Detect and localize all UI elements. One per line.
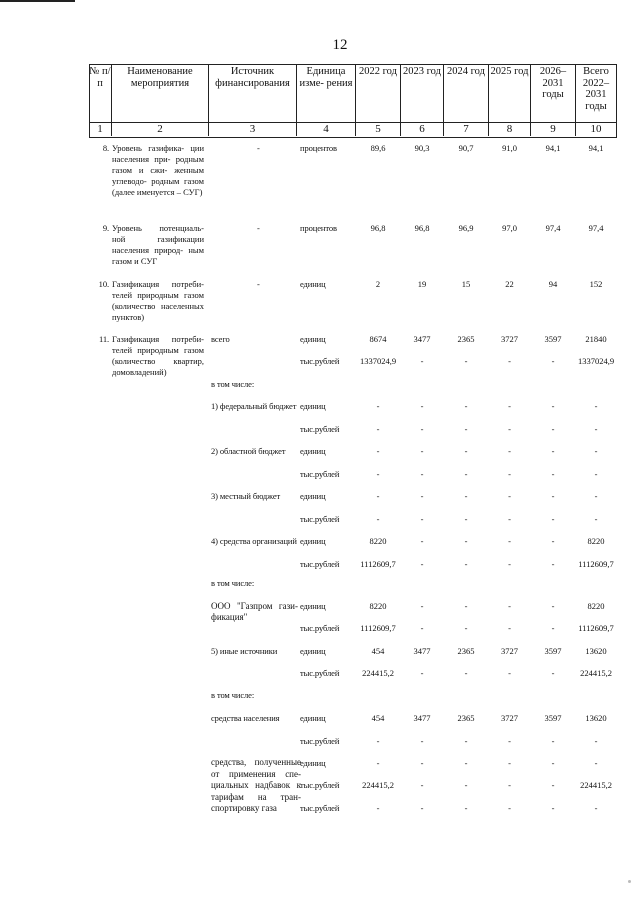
value-cell: 22 — [505, 279, 514, 289]
value-cell: 13620 — [585, 713, 607, 723]
value-cell: 2 — [375, 279, 381, 289]
value-cell: 8220 — [369, 536, 387, 546]
value-cell: - — [464, 736, 468, 746]
unit-cell: тыс.рублей — [300, 469, 340, 479]
column-number: 8 — [506, 123, 513, 135]
row-unit: единиц — [300, 279, 326, 289]
value-cell: - — [420, 356, 424, 366]
value-cell: 3727 — [501, 334, 518, 344]
value-cell: 224415,2 — [580, 780, 612, 790]
value-cell: - — [508, 401, 511, 411]
value-cell: - — [508, 446, 511, 456]
header-2022: 2022 год — [359, 66, 397, 77]
row-source: - — [257, 279, 260, 289]
unit-cell: тыс.рублей — [300, 668, 340, 678]
column-number: 6 — [419, 123, 425, 135]
value-cell: 1112609,7 — [578, 623, 614, 633]
including-label: в том числе: — [211, 379, 255, 389]
value-cell: - — [420, 559, 424, 569]
unit-cell: тыс.рублей — [300, 780, 340, 790]
value-cell: 3477 — [413, 713, 431, 723]
header-source: Источник финансирования — [215, 66, 290, 89]
value-cell: - — [551, 401, 555, 411]
value-cell: - — [551, 469, 555, 479]
value-cell: - — [464, 356, 468, 366]
value-cell: - — [551, 536, 555, 546]
value-cell: - — [376, 491, 380, 501]
value-cell: - — [594, 491, 598, 501]
row-name: Газификация потреби- телей природным газом (количество квартир, домовладений) — [112, 334, 204, 377]
value-cell: - — [508, 469, 511, 479]
value-cell: - — [464, 803, 468, 813]
value-cell: 89,6 — [370, 143, 386, 153]
value-cell: - — [376, 446, 380, 456]
value-cell: 1112609,7 — [578, 559, 614, 569]
value-cell: - — [376, 469, 380, 479]
value-cell: - — [464, 601, 468, 611]
value-cell: - — [464, 446, 468, 456]
value-cell: - — [464, 536, 468, 546]
unit-cell: единиц — [300, 491, 326, 501]
value-cell: - — [594, 424, 598, 434]
source-federal-budget: 1) федеральный бюджет — [211, 401, 297, 411]
unit-cell: единиц — [300, 334, 326, 344]
value-cell: 224415,2 — [580, 668, 612, 678]
value-cell: - — [376, 758, 380, 768]
value-cell: 90,3 — [414, 143, 430, 153]
value-cell: - — [551, 803, 555, 813]
value-cell: - — [420, 601, 424, 611]
value-cell: 1337024,9 — [577, 356, 615, 366]
value-cell: - — [376, 401, 380, 411]
row-unit: процентов — [300, 143, 337, 153]
value-cell: 2365 — [457, 646, 475, 656]
value-cell: - — [420, 491, 424, 501]
value-cell: - — [464, 559, 468, 569]
value-cell: - — [508, 780, 511, 790]
row-number: 9. — [102, 223, 109, 233]
header-2024: 2024 год — [447, 66, 485, 77]
value-cell: - — [376, 736, 380, 746]
row-unit: процентов — [300, 223, 337, 233]
row-number: 8. — [102, 143, 109, 153]
value-cell: - — [551, 514, 555, 524]
value-cell: - — [508, 736, 511, 746]
column-number: 1 — [97, 123, 103, 135]
row-number: 10. — [98, 279, 109, 289]
value-cell: - — [594, 803, 598, 813]
unit-cell: единиц — [300, 536, 326, 546]
value-cell: 96,9 — [458, 223, 474, 233]
value-cell: 3727 — [501, 646, 518, 656]
value-cell: - — [551, 668, 555, 678]
value-cell: - — [420, 401, 424, 411]
value-cell: - — [551, 424, 555, 434]
including-label: в том числе: — [211, 578, 255, 588]
value-cell: - — [376, 803, 380, 813]
value-cell: 1337024,9 — [359, 356, 397, 366]
including-label: в том числе: — [211, 690, 255, 700]
value-cell: - — [551, 446, 555, 456]
value-cell: - — [464, 668, 468, 678]
value-cell: - — [464, 780, 468, 790]
unit-cell: единиц — [300, 713, 326, 723]
value-cell: 94 — [548, 279, 558, 289]
row-source: - — [257, 143, 260, 153]
unit-cell: тыс.рублей — [300, 424, 340, 434]
row-number: 11. — [98, 334, 109, 344]
value-cell: - — [508, 356, 511, 366]
value-cell: - — [464, 514, 468, 524]
unit-cell: тыс.рублей — [300, 736, 340, 746]
row-name: Уровень потенциаль- ной газификации населения природ- ным газом и СУГ — [112, 223, 204, 266]
value-cell: 8220 — [587, 601, 605, 611]
value-cell: - — [464, 491, 468, 501]
value-cell: 224415,2 — [362, 668, 394, 678]
value-cell: 97,4 — [588, 223, 604, 233]
value-cell: - — [464, 758, 468, 768]
value-cell: - — [594, 736, 598, 746]
value-cell: - — [464, 623, 468, 633]
value-cell: 13620 — [585, 646, 607, 656]
value-cell: 3597 — [544, 713, 562, 723]
value-cell: 97,0 — [502, 223, 517, 233]
value-cell: 21840 — [585, 334, 607, 344]
unit-cell: единиц — [300, 646, 326, 656]
value-cell: 96,8 — [414, 223, 430, 233]
value-cell: - — [551, 758, 555, 768]
value-cell: - — [464, 401, 468, 411]
value-cell: 3597 — [544, 646, 562, 656]
header-total: Всего 2022– 2031 годы — [582, 66, 610, 112]
value-cell: - — [508, 758, 511, 768]
value-cell: - — [551, 559, 555, 569]
value-cell: - — [376, 514, 380, 524]
value-cell: 94,1 — [545, 143, 561, 153]
unit-cell: тыс.рублей — [300, 803, 340, 813]
value-cell: - — [420, 758, 424, 768]
source-local-budget: 3) местный бюджет — [211, 491, 281, 501]
value-cell: - — [551, 491, 555, 501]
value-cell: 3597 — [544, 334, 562, 344]
value-cell: 1112609,7 — [360, 559, 396, 569]
column-number: 3 — [249, 123, 256, 135]
value-cell: 8674 — [369, 334, 387, 344]
value-cell: 1112609,7 — [360, 623, 396, 633]
value-cell: - — [551, 623, 555, 633]
header-unit: Единица изме- рения — [299, 66, 353, 89]
value-cell: - — [508, 491, 511, 501]
value-cell: 2365 — [457, 334, 475, 344]
value-cell: - — [508, 601, 511, 611]
value-cell: 15 — [461, 279, 471, 289]
value-cell: - — [551, 780, 555, 790]
unit-cell: тыс.рублей — [300, 559, 340, 569]
top-rule — [0, 0, 75, 2]
page-number: 12 — [332, 37, 348, 53]
row-name: Уровень газифика- ции населения при- родным газом и сжи- женным углеводо- родным газом (далее именуется – СУГ) — [112, 143, 204, 197]
value-cell: 90,7 — [458, 143, 474, 153]
value-cell: - — [420, 623, 424, 633]
column-number: 2 — [157, 123, 163, 135]
value-cell: - — [594, 514, 598, 524]
source-organizations: 4) средства организаций — [211, 536, 297, 546]
scan-speck — [628, 880, 631, 883]
value-cell: 224415,2 — [362, 780, 394, 790]
value-cell: - — [420, 424, 424, 434]
value-cell: 454 — [371, 713, 385, 723]
value-cell: - — [508, 559, 511, 569]
unit-cell: единиц — [300, 601, 326, 611]
unit-cell: тыс.рублей — [300, 623, 340, 633]
source-gazprom: ООО "Газпром гази- фикация" — [211, 601, 298, 622]
value-cell: - — [464, 469, 468, 479]
value-cell: - — [551, 736, 555, 746]
value-cell: - — [508, 623, 511, 633]
value-cell: 3727 — [501, 713, 518, 723]
value-cell: - — [420, 736, 424, 746]
value-cell: - — [420, 668, 424, 678]
column-number: 5 — [375, 123, 381, 135]
value-cell: - — [551, 601, 555, 611]
value-cell: - — [594, 758, 598, 768]
source-tariff-surcharges: средства, полученные от применения спе- циальных надбавок к тарифам на тран- спортировку газа — [211, 757, 301, 813]
source-regional-budget: 2) областной бюджет — [211, 446, 286, 456]
value-cell: 3477 — [413, 334, 431, 344]
value-cell: 97,4 — [545, 223, 561, 233]
value-cell: - — [594, 469, 598, 479]
value-cell: - — [508, 668, 511, 678]
header-num: № п/п — [89, 66, 111, 89]
value-cell: - — [420, 803, 424, 813]
column-number: 7 — [463, 123, 469, 135]
value-cell: 3477 — [413, 646, 431, 656]
source-other: 5) иные источники — [211, 646, 278, 656]
value-cell: 91,0 — [502, 143, 517, 153]
column-number: 10 — [590, 123, 602, 135]
value-cell: - — [594, 446, 598, 456]
value-cell: 454 — [371, 646, 385, 656]
value-cell: - — [508, 803, 511, 813]
header-name: Наименование мероприятия — [127, 66, 193, 89]
value-cell: 152 — [589, 279, 603, 289]
value-cell: 19 — [417, 279, 427, 289]
row-source: - — [257, 223, 260, 233]
value-cell: - — [464, 424, 468, 434]
row-name: Газификация потреби- телей природным газом (количество населенных пунктов) — [112, 279, 204, 322]
value-cell: 94,1 — [588, 143, 604, 153]
value-cell: - — [376, 424, 380, 434]
value-cell: - — [420, 469, 424, 479]
value-cell: 8220 — [587, 536, 605, 546]
value-cell: - — [508, 536, 511, 546]
unit-cell: единиц — [300, 758, 326, 768]
value-cell: 2365 — [457, 713, 475, 723]
value-cell: - — [551, 356, 555, 366]
value-cell: - — [420, 536, 424, 546]
source-population: средства населения — [211, 713, 280, 723]
value-cell: - — [594, 401, 598, 411]
value-cell: - — [508, 424, 511, 434]
unit-cell: единиц — [300, 401, 326, 411]
value-cell: 96,8 — [370, 223, 386, 233]
value-cell: - — [420, 514, 424, 524]
value-cell: 8220 — [369, 601, 387, 611]
column-number: 9 — [550, 123, 556, 135]
header-2026-2031: 2026– 2031 годы — [539, 66, 567, 100]
column-number: 4 — [323, 123, 329, 135]
unit-cell: тыс.рублей — [300, 356, 340, 366]
unit-cell: единиц — [300, 446, 326, 456]
header-2023: 2023 год — [403, 66, 441, 77]
value-cell: - — [508, 514, 511, 524]
header-2025: 2025 год — [490, 66, 529, 77]
unit-cell: тыс.рублей — [300, 514, 340, 524]
value-cell: - — [420, 780, 424, 790]
source-total: всего — [211, 334, 230, 344]
value-cell: - — [420, 446, 424, 456]
